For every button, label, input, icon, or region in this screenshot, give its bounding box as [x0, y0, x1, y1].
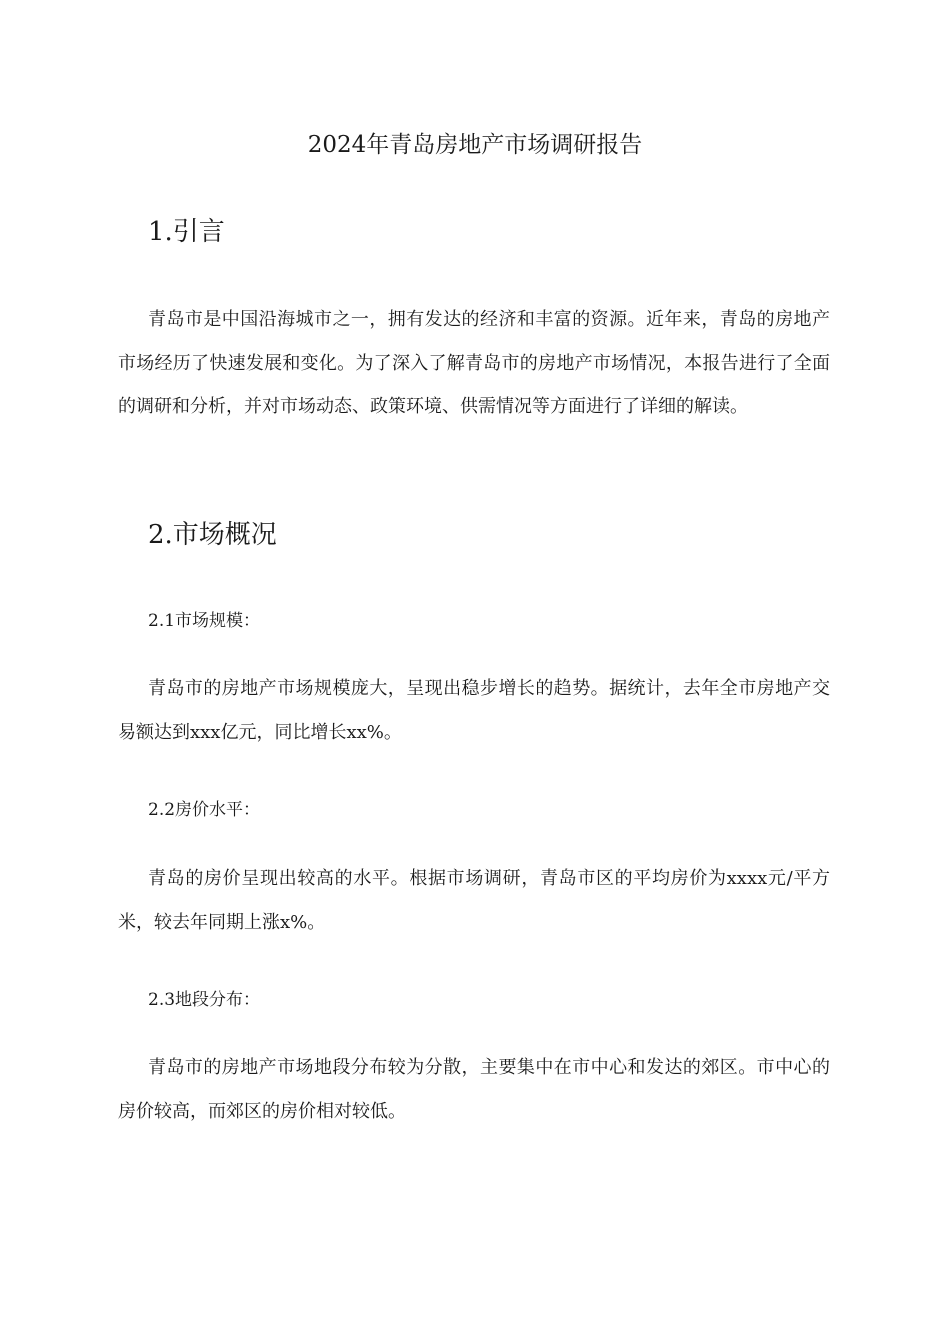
location-distribution-paragraph: 青岛市的房地产市场地段分布较为分散，主要集中在市中心和发达的郊区。市中心的房价较高，而郊区的房价相对较低。: [118, 1057, 830, 1122]
market-size-paragraph: 青岛市的房地产市场规模庞大，呈现出稳步增长的趋势。据统计，去年全市房地产交易额达到xxx亿元，同比增长xx%。: [118, 678, 830, 743]
section-heading-introduction: 1.引言: [148, 217, 225, 247]
subsection-heading-location-distribution: 2.3地段分布：: [148, 990, 261, 1010]
document-title: 2024年青岛房地产市场调研报告: [307, 132, 643, 158]
introduction-paragraph: 青岛市是中国沿海城市之一，拥有发达的经济和丰富的资源。近年来，青岛的房地产市场经历了快速发展和变化。为了深入了解青岛市的房地产市场情况，本报告进行了全面的调研和分析，并对市场动态、政策环境、供需情况等方面进行了详细的解读。: [118, 309, 830, 417]
subsection-heading-market-size: 2.1市场规模：: [148, 611, 261, 631]
subsection-heading-price-level: 2.2房价水平：: [148, 800, 261, 820]
price-level-paragraph: 青岛的房价呈现出较高的水平。根据市场调研，青岛市区的平均房价为xxxx元/平方米，较去年同期上涨x%。: [118, 868, 830, 933]
section-heading-market-overview: 2.市场概况: [148, 520, 277, 550]
